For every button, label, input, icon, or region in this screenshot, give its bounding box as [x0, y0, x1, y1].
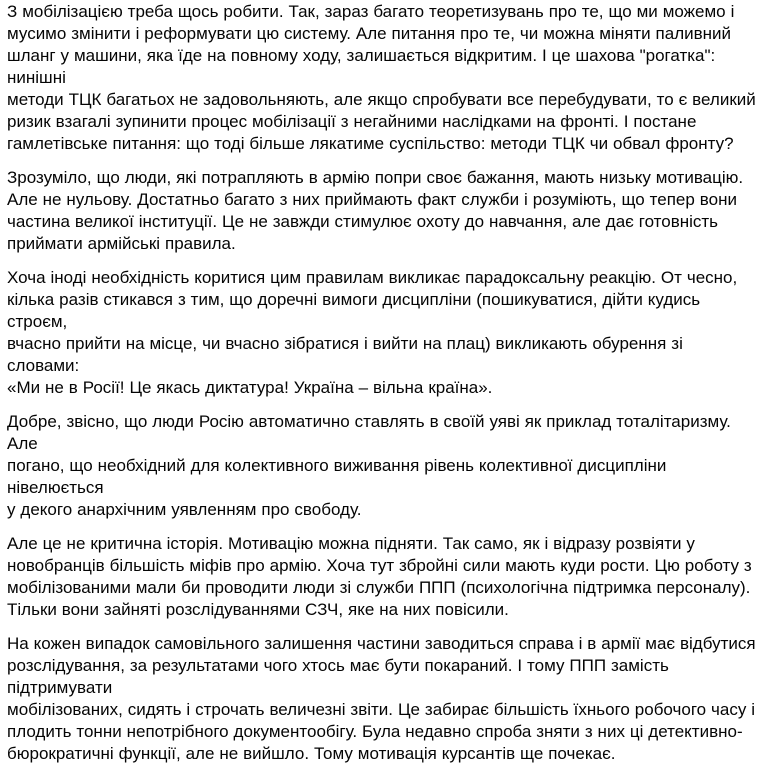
post-paragraph-3: Хоча іноді необхідність коритися цим правилам викликає парадоксальну реакцію. От чесно, кілька разів стикався з тим, що доречні вимоги дисципліни (пошикуватися, дійти кудись строєм, вчасно прийти на місце, чи вчасно зібратися і вийти на плац) викликають обурення зі словами: «Ми не в Росії! Це якась диктатура! Україна – вільна країна». [7, 268, 738, 397]
post-paragraph-6: На кожен випадок самовільного залишення частини заводиться справа і в армії має відбутися розслідування, за результатами чого хтось має бути покараний. І тому ППП замість підтримувати мобілізованих, сидять і строчать величезні звіти. Це забирає більшість їхнього робочого часу і плодить тонни непотрібного документообігу. Була недавно спроба зняти з них ці детективно- бюрократичні функції, але не вийшло. Тому мотивація курсантів ще почекає. [7, 634, 756, 763]
post-paragraph-5: Але це не критична історія. Мотивацію можна підняти. Так само, як і відразу розвіяти у новобранців більшість міфів про армію. Хоча тут збройні сили мають куди рости. Цю роботу з мобілізованими мали би проводити люди зі служби ППП (психологічна підтримка персоналу). Тільки вони зайняті розслідуваннями СЗЧ, яке на них повісили. [7, 534, 752, 619]
post-paragraph-2: Зрозуміло, що люди, які потрапляють в армію попри своє бажання, мають низьку мотивацію. Але не нульову. Достатньо багато з них приймають факт служби і розуміють, що тепер вони частина великої інституції. Це не завжди стимулює охоту до навчання, але дає готовність приймати армійські правила. [7, 168, 744, 253]
post-paragraph-4: Добре, звісно, що люди Росію автоматично ставлять в своїй уяві як приклад тоталітаризму. Але погано, що необхідний для колективного виживання рівень колективної дисципліни нівелюється у декого анархічним уявленням про свободу. [7, 412, 731, 519]
post-paragraph-1: З мобілізацією треба щось робити. Так, зараз багато теоретизувань про те, що ми можемо і мусимо змінити і реформувати цю систему. Але питання про те, чи можна міняти паливний шланг у машини, яка їде на повному ходу, залишається відкритим. І це шахова "рогатка": нинішні методи ТЦК багатьох не задовольняють, але якщо спробувати все перебудувати, то є великий ризик взагалі зупинити процес мобілізації з негайними наслідками на фронті. І постане гамлетівське питання: що тоді більше лякатиме суспільство: методи ТЦК чи обвал фронту? [7, 2, 756, 153]
